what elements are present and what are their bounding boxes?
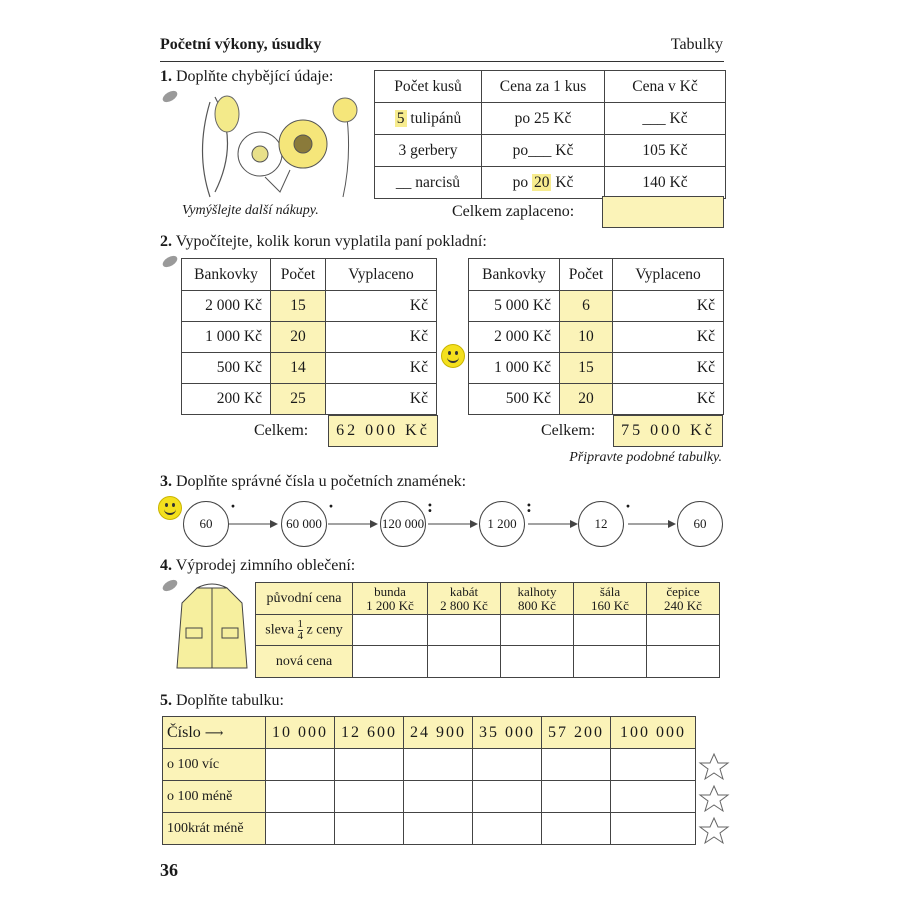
chain-node: 60 <box>183 501 229 547</box>
answer-cell[interactable] <box>473 781 542 813</box>
operator-sign: : <box>427 496 433 516</box>
answer-cell[interactable] <box>266 781 335 813</box>
chain-node: 1 200 <box>479 501 525 547</box>
star-icons <box>698 752 732 846</box>
row-label: Číslo ⟶ <box>163 717 266 749</box>
answer-cell[interactable] <box>647 615 720 646</box>
col-header: Cena za 1 kus <box>482 71 605 103</box>
answer-cell[interactable]: Kč <box>326 353 437 384</box>
answer-cell[interactable]: __ narcisů <box>375 167 482 199</box>
task3-heading: 3. Doplňte správné čísla u početních znamének: <box>160 473 467 490</box>
table-cell: 140 Kč <box>605 167 726 199</box>
table-cell: 500 Kč <box>469 384 560 415</box>
table-cell: 5 tulipánů <box>375 103 482 135</box>
table-cell: 10 <box>560 322 613 353</box>
section-title: Tabulky <box>670 36 723 53</box>
table-cell: 20 <box>560 384 613 415</box>
star-icon <box>700 786 728 811</box>
star-icon <box>700 818 728 843</box>
table-cell: 1 000 Kč <box>469 353 560 384</box>
task2-left-table <box>181 258 437 415</box>
jacket-illustration <box>172 583 252 678</box>
answer-cell[interactable] <box>404 781 473 813</box>
table-cell: 20 <box>271 322 326 353</box>
table-cell: 6 <box>560 291 613 322</box>
total-label: Celkem: <box>541 422 596 439</box>
star-icon <box>700 754 728 779</box>
answer-cell[interactable] <box>404 749 473 781</box>
table-cell: 3 gerbery <box>375 135 482 167</box>
task4-table <box>255 582 720 678</box>
answer-cell[interactable] <box>473 813 542 845</box>
answer-cell[interactable] <box>404 813 473 845</box>
answer-cell[interactable]: Kč <box>613 291 724 322</box>
answer-cell[interactable]: Kč <box>613 384 724 415</box>
answer-cell[interactable] <box>611 813 696 845</box>
row-label: původní cena <box>256 583 353 615</box>
table-cell: 15 <box>271 291 326 322</box>
flowers-illustration <box>185 92 365 202</box>
number-cell: 10 000 <box>266 717 335 749</box>
operator-sign: · <box>625 496 632 516</box>
col-header: Bankovky <box>182 259 271 291</box>
item-header: kalhoty 800 Kč <box>501 583 574 615</box>
col-header: Bankovky <box>469 259 560 291</box>
answer-cell[interactable] <box>428 615 501 646</box>
answer-cell[interactable] <box>473 749 542 781</box>
table-cell: 105 Kč <box>605 135 726 167</box>
col-header: Vyplaceno <box>326 259 437 291</box>
table-cell: 500 Kč <box>182 353 271 384</box>
answer-cell[interactable]: Kč <box>326 322 437 353</box>
answer-cell[interactable] <box>353 615 428 646</box>
answer-cell[interactable] <box>611 781 696 813</box>
item-header: čepice 240 Kč <box>647 583 720 615</box>
chain-node: 60 000 <box>281 501 327 547</box>
table-cell: 15 <box>560 353 613 384</box>
answer-cell[interactable]: Kč <box>326 384 437 415</box>
leaf-icon <box>161 89 179 105</box>
task2-right-table <box>468 258 724 415</box>
answer-cell[interactable] <box>266 749 335 781</box>
operator-sign: : <box>526 496 532 516</box>
answer-cell[interactable] <box>542 749 611 781</box>
answer-cell[interactable] <box>574 646 647 678</box>
table-cell: 2 000 Kč <box>182 291 271 322</box>
table-cell: 1 000 Kč <box>182 322 271 353</box>
row-label: 100krát méně <box>163 813 266 845</box>
answer-cell[interactable]: Kč <box>613 322 724 353</box>
chain-arrows <box>180 500 725 550</box>
table-cell: 25 <box>271 384 326 415</box>
number-cell: 100 000 <box>611 717 696 749</box>
answer-cell[interactable]: po___ Kč <box>482 135 605 167</box>
page-number: 36 <box>160 860 178 880</box>
task5-table <box>162 716 696 845</box>
operator-sign: · <box>230 496 237 516</box>
operator-sign: · <box>328 496 335 516</box>
answer-cell[interactable]: ___ Kč <box>605 103 726 135</box>
chain-node: 12 <box>578 501 624 547</box>
col-header: Počet <box>560 259 613 291</box>
answer-cell[interactable]: Kč <box>613 353 724 384</box>
col-header: Počet kusů <box>375 71 482 103</box>
col-header: Vyplaceno <box>613 259 724 291</box>
task2-caption: Připravte podobné tabulky. <box>569 450 722 465</box>
answer-cell[interactable] <box>428 646 501 678</box>
col-header: Počet <box>271 259 326 291</box>
smiley-icon <box>158 496 182 520</box>
smiley-icon <box>441 344 465 368</box>
task2-heading: 2. Vypočítejte, kolik korun vyplatila paní pokladní: <box>160 233 487 250</box>
answer-cell[interactable] <box>266 813 335 845</box>
answer-cell[interactable] <box>542 781 611 813</box>
total-answer-box[interactable] <box>602 196 724 228</box>
table-cell: 5 000 Kč <box>469 291 560 322</box>
answer-cell[interactable] <box>647 646 720 678</box>
total-label: Celkem: <box>254 422 309 439</box>
chain-node: 60 <box>677 501 723 547</box>
row-label: nová cena <box>256 646 353 678</box>
task1-caption: Vymýšlejte další nákupy. <box>182 203 319 218</box>
chain-node: 120 000 <box>380 501 426 547</box>
col-header: Cena v Kč <box>605 71 726 103</box>
row-label: o 100 víc <box>163 749 266 781</box>
item-header: šála 160 Kč <box>574 583 647 615</box>
number-cell: 35 000 <box>473 717 542 749</box>
table-cell: po 20 Kč <box>482 167 605 199</box>
answer-cell[interactable] <box>501 646 574 678</box>
number-cell: 12 600 <box>335 717 404 749</box>
answer-cell[interactable]: Kč <box>326 291 437 322</box>
task4-heading: 4. Výprodej zimního oblečení: <box>160 557 356 574</box>
item-header: kabát 2 800 Kč <box>428 583 501 615</box>
header-rule <box>160 61 724 62</box>
table-cell: po 25 Kč <box>482 103 605 135</box>
answer-cell[interactable] <box>335 813 404 845</box>
answer-cell[interactable] <box>335 781 404 813</box>
right-total-value: 75 000 Kč <box>613 415 723 447</box>
task1-heading: 1. Doplňte chybějící údaje: <box>160 68 334 85</box>
row-label: sleva $\frac{1}{4}$ z ceny <box>256 615 353 646</box>
answer-cell[interactable] <box>542 813 611 845</box>
task5-heading: 5. Doplňte tabulku: <box>160 692 284 709</box>
table-cell: 2 000 Kč <box>469 322 560 353</box>
leaf-icon <box>161 254 179 270</box>
answer-cell[interactable] <box>574 615 647 646</box>
table-cell: 200 Kč <box>182 384 271 415</box>
answer-cell[interactable] <box>501 615 574 646</box>
total-label: Celkem zaplaceno: <box>452 203 575 220</box>
answer-cell[interactable] <box>353 646 428 678</box>
row-label: o 100 méně <box>163 781 266 813</box>
page-title: Početní výkony, úsudky <box>160 36 322 53</box>
answer-cell[interactable] <box>335 749 404 781</box>
task1-table <box>374 70 726 199</box>
left-total-value: 62 000 Kč <box>328 415 438 447</box>
table-cell: 14 <box>271 353 326 384</box>
item-header: bunda 1 200 Kč <box>353 583 428 615</box>
number-cell: 24 900 <box>404 717 473 749</box>
number-cell: 57 200 <box>542 717 611 749</box>
answer-cell[interactable] <box>611 749 696 781</box>
